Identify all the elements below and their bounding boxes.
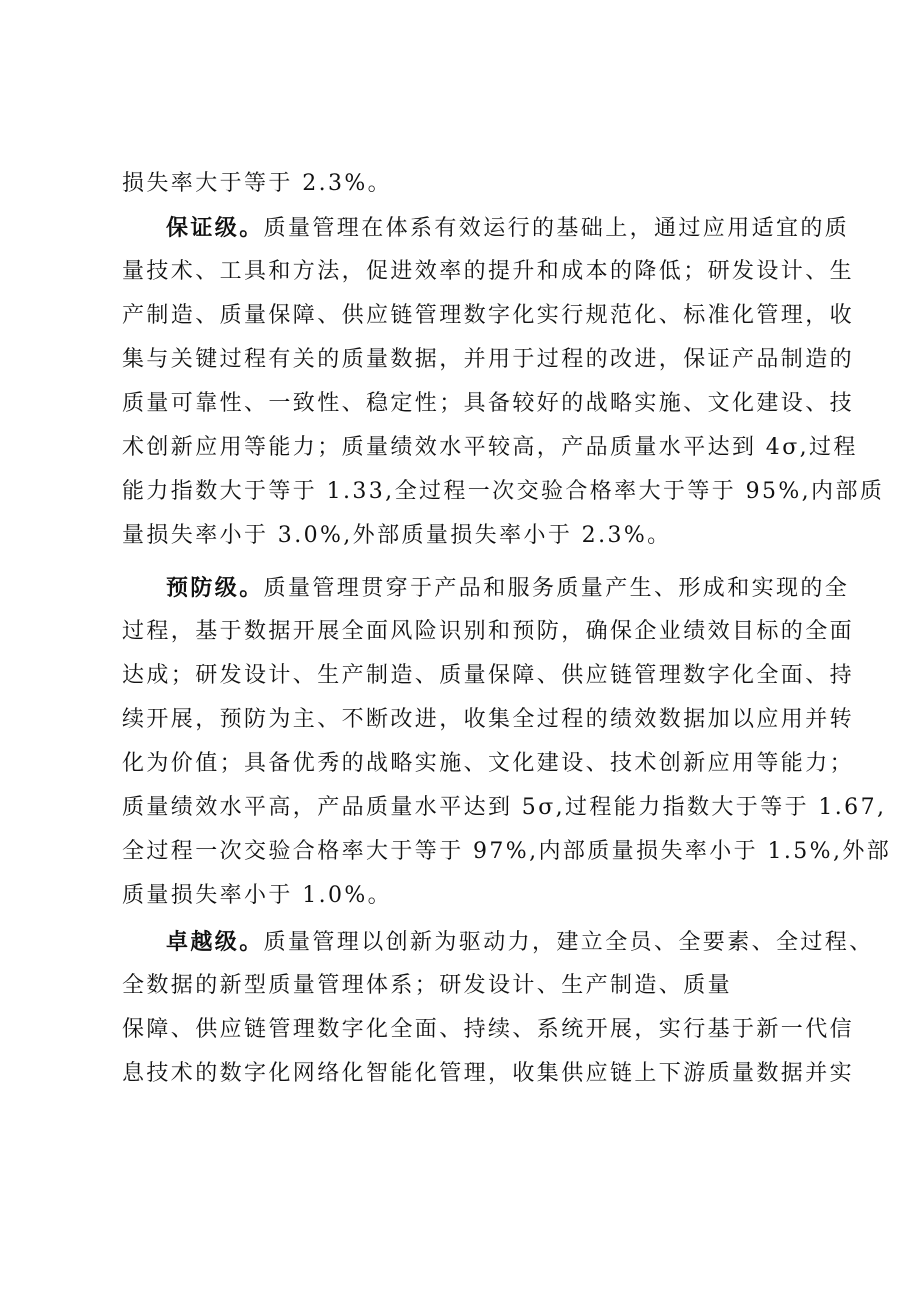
text-line — [122, 206, 850, 250]
paragraph-heading: 预防级。 — [166, 575, 264, 601]
text-line: 全过程一次交验合格率大于等于 97%,内部质量损失率小于 1.5%,外部 — [122, 839, 892, 864]
paragraph-assurance-level — [122, 206, 885, 558]
paragraph-carryover — [122, 162, 812, 206]
text-line: 集与关键过程有关的质量数据，并用于过程的改进，保证产品制造的 — [122, 347, 855, 372]
text-line: 质量损失率小于 1.0%。 — [122, 883, 393, 908]
text-line: 续开展，预防为主、不断改进，收集全过程的绩效数据加以应用并转 — [122, 707, 855, 732]
text-line: 息技术的数字化网络化智能化管理，收集供应链上下游质量数据并实 — [122, 1061, 855, 1086]
paragraph-prevention-level — [122, 566, 892, 918]
text-line: 量损失率小于 3.0%,外部质量损失率小于 2.3%。 — [122, 523, 672, 548]
text-line: 保障、供应链管理数字化全面、持续、系统开展，实行基于新一代信 — [122, 1017, 855, 1042]
text-line: 质量绩效水平高，产品质量水平达到 5σ,过程能力指数大于等于 1.67, — [122, 795, 887, 820]
text-line: 达成；研发设计、生产制造、质量保障、供应链管理数字化全面、持 — [122, 663, 855, 688]
line-text: 质量管理在体系有效运行的基础上，通过应用适宜的质 — [263, 216, 850, 241]
text-line: 化为价值；具备优秀的战略实施、文化建设、技术创新应用等能力； — [122, 751, 855, 776]
text-line: 量技术、工具和方法，促进效率的提升和成本的降低；研发设计、生 — [122, 259, 855, 284]
text-line: 术创新应用等能力；质量绩效水平较高，产品质量水平达到 4σ,过程 — [122, 435, 858, 460]
text-line: 能力指数大于等于 1.33,全过程一次交验合格率大于等于 95%,内部质 — [122, 479, 885, 504]
text-line: 全数据的新型质量管理体系；研发设计、生产制造、质量 — [122, 973, 733, 998]
text-line: 损失率大于等于 2.3%。 — [122, 171, 393, 196]
text-line — [122, 566, 850, 610]
paragraph-excellence-level — [122, 920, 874, 1096]
text-line — [122, 920, 874, 964]
text-line: 产制造、质量保障、供应链管理数字化实行规范化、标准化管理，收 — [122, 303, 855, 328]
text-line: 过程，基于数据开展全面风险识别和预防，确保企业绩效目标的全面 — [122, 619, 855, 644]
line-text: 质量管理贯穿于产品和服务质量产生、形成和实现的全 — [263, 576, 850, 601]
paragraph-heading: 保证级。 — [166, 215, 264, 241]
line-text: 质量管理以创新为驱动力，建立全员、全要素、全过程、 — [263, 930, 874, 955]
paragraph-heading: 卓越级。 — [166, 929, 264, 955]
text-line: 质量可靠性、一致性、稳定性；具备较好的战略实施、文化建设、技 — [122, 391, 855, 416]
